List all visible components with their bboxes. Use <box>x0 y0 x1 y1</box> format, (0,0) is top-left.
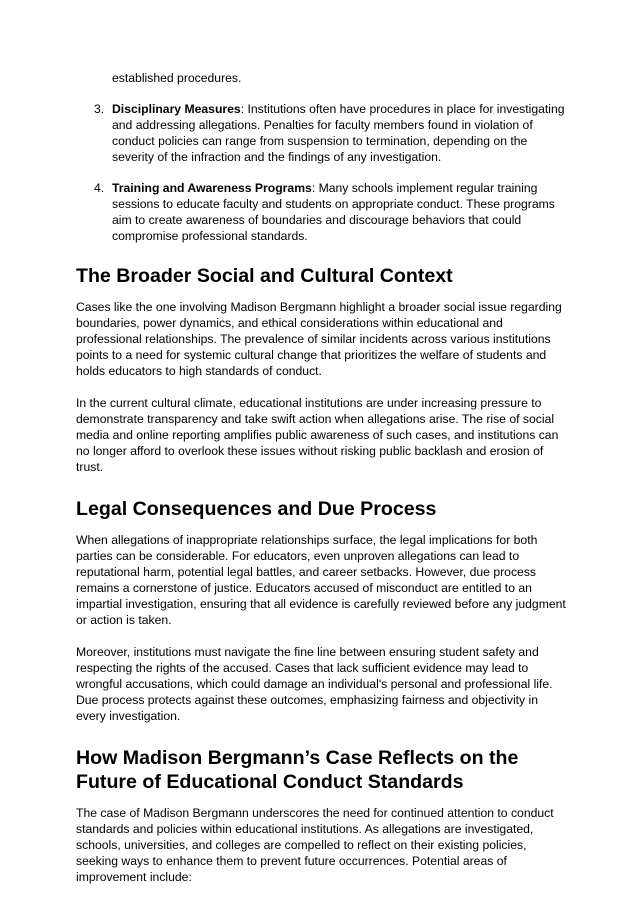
list-item-text: : Many schools implement regular training sessions to educate faculty and students on appropriate conduct. These programs aim to create awareness of boundaries and discourage behaviors that could compromise professional standards. <box>112 181 555 243</box>
paragraph: In the current cultural climate, educational institutions are under increasing pressure to demonstrate transparency and take swift action when allegations arise. The rise of social media and online reporting amplifies public awareness of such cases, and institutions can no longer afford to overlook these issues without risking public backlash and erosion of trust. <box>76 396 559 474</box>
paragraph: The case of Madison Bergmann underscores the need for continued attention to conduct standards and policies within educational institutions. As allegations are investigated, schools, universities, and colleges are compelled to reflect on their existing policies, seeking ways to enhance them to prevent future occurrences. Potential areas of improvement include: <box>76 806 554 884</box>
section-heading-legal-consequences: Legal Consequences and Due Process <box>76 498 437 520</box>
paragraph: Moreover, institutions must navigate the fine line between ensuring student safety and respecting the rights of the accused. Cases that lack sufficient evidence may lead to wrongful accusations, which could damage an individual's personal and professional life. Due process protects against these outcomes, emphasizing fairness and objectivity in every investigation. <box>76 645 553 723</box>
list-item <box>76 101 566 165</box>
document-page <box>76 70 566 901</box>
section-heading-future-standards: How Madison Bergmann’s Case Reflects on the Future of Educational Conduct Standards <box>76 747 519 793</box>
list-item-number: 4. <box>94 181 105 195</box>
list-item-text: : Institutions often have procedures in place for investigating and addressing allegations. Penalties for faculty members found in violation of conduct policies can range from suspension to termination, depending on the severity of the infraction and the findings of any investigation. <box>112 102 565 164</box>
section-heading-social-context: The Broader Social and Cultural Context <box>76 265 453 287</box>
paragraph: When allegations of inappropriate relationships surface, the legal implications for both parties can be considerable. For educators, even unproven allegations can lead to reputational harm, potential legal battles, and career setbacks. However, due process remains a cornerstone of justice. Educators accused of misconduct are entitled to an impartial investigation, ensuring that all evidence is carefully reviewed before any judgment or action is taken. <box>76 533 566 627</box>
numbered-list <box>76 101 566 244</box>
paragraph: Cases like the one involving Madison Bergmann highlight a broader social issue regarding boundaries, power dynamics, and ethical considerations within educational and professional relationships. The prevalence of similar incidents across various institutions points to a need for systemic cultural change that prioritizes the welfare of students and holds educators to high standards of conduct. <box>76 300 562 378</box>
list-item-term: Disciplinary Measures <box>112 102 241 116</box>
list-continuation-text: established procedures. <box>112 71 242 85</box>
list-item <box>76 180 566 244</box>
list-item-term: Training and Awareness Programs <box>112 181 312 195</box>
list-item-number: 3. <box>94 102 105 116</box>
